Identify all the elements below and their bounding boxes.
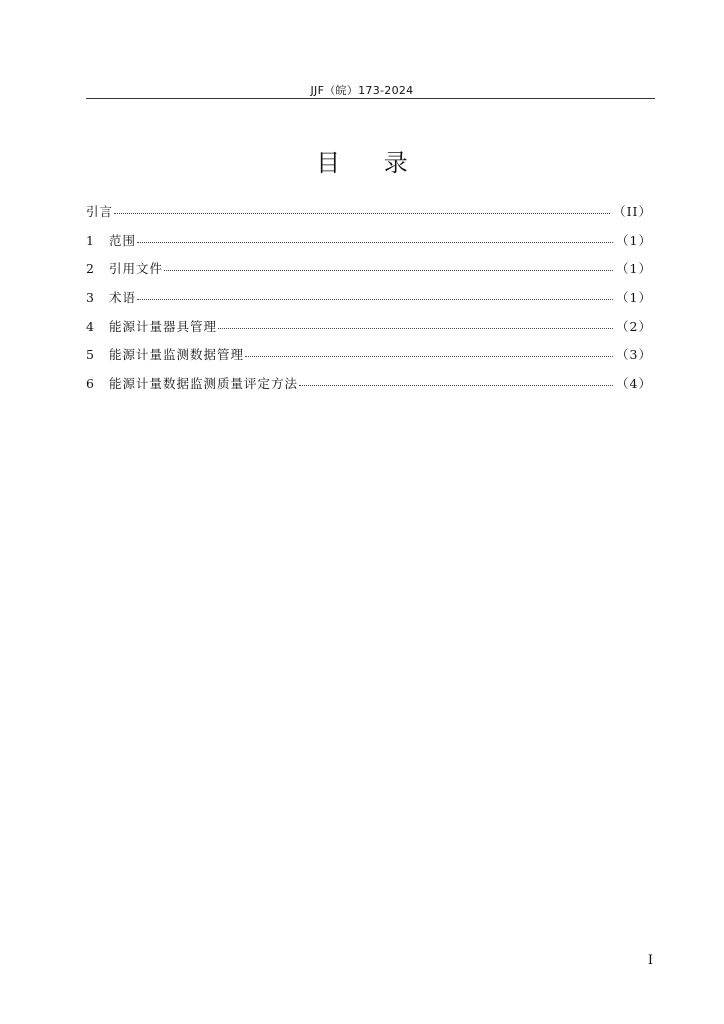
document-code-header: JJF（皖）173-2024 <box>310 84 414 97</box>
toc-entry-instrument-management[interactable] <box>86 317 652 346</box>
toc-entry-number: 2 <box>86 261 94 277</box>
toc-entry-page: （1） <box>616 290 652 306</box>
toc-entry-title: 能源计量器具管理 <box>109 318 218 334</box>
toc-entry-quality-evaluation[interactable] <box>86 374 652 403</box>
toc-dot-leader <box>245 356 613 357</box>
toc-entry-number: 3 <box>86 290 94 306</box>
toc-entry-number: 5 <box>86 347 94 363</box>
toc-entry-title: 能源计量监测数据管理 <box>109 347 245 363</box>
toc-entry-page: （2） <box>616 318 652 334</box>
toc-entry-foreword[interactable] <box>86 202 652 231</box>
page-title: 目 录 <box>316 149 426 177</box>
toc-dot-leader <box>164 270 613 271</box>
toc-entry-page: （4） <box>616 376 652 392</box>
toc-dot-leader <box>137 242 613 243</box>
toc-entry-page: （1） <box>616 232 652 248</box>
toc-entry-scope[interactable] <box>86 231 652 260</box>
toc-entry-number: 4 <box>86 318 94 334</box>
header-divider <box>86 98 655 99</box>
toc-entry-title: 引用文件 <box>109 261 164 277</box>
toc-entry-page: （3） <box>616 347 652 363</box>
toc-dot-leader <box>218 328 613 329</box>
toc-entry-number: 1 <box>86 232 94 248</box>
toc-entry-title: 能源计量数据监测质量评定方法 <box>109 376 299 392</box>
toc-entry-number: 6 <box>86 376 94 392</box>
toc-dot-leader <box>299 385 613 386</box>
table-of-contents <box>86 202 652 403</box>
toc-entry-page: （II） <box>613 204 652 219</box>
toc-entry-page: （1） <box>616 261 652 277</box>
toc-entry-title: 术语 <box>109 290 137 306</box>
toc-dot-leader <box>114 213 610 214</box>
toc-entry-references[interactable] <box>86 259 652 288</box>
toc-dot-leader <box>137 299 613 300</box>
toc-entry-data-management[interactable] <box>86 345 652 374</box>
toc-entry-terms[interactable] <box>86 288 652 317</box>
toc-entry-title: 范围 <box>109 232 137 248</box>
page-number: I <box>647 953 653 968</box>
toc-entry-title: 引言 <box>86 204 114 219</box>
